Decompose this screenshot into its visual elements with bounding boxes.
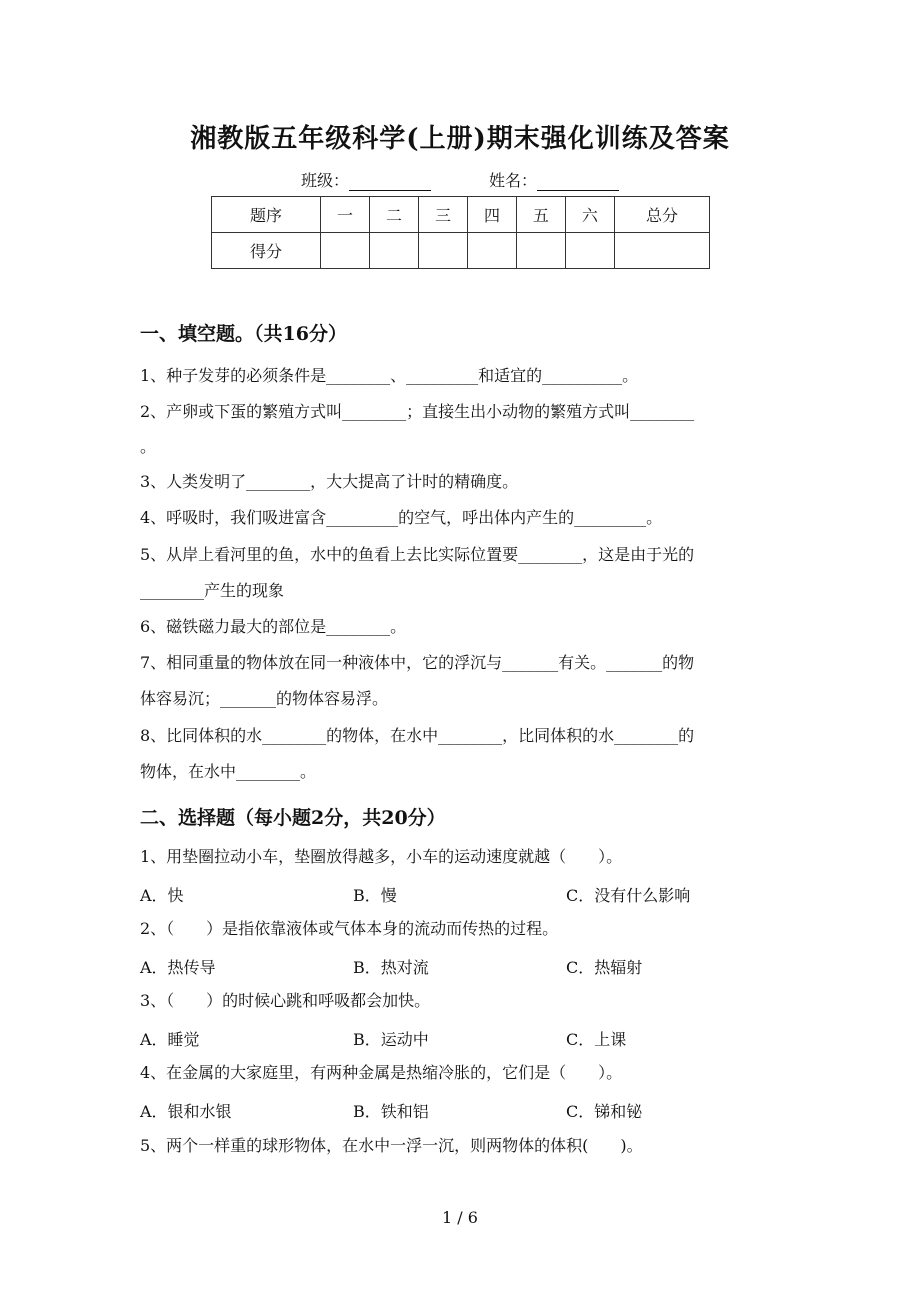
option-c[interactable]: C．没有什么影响 xyxy=(566,886,691,905)
option-b[interactable]: B．热对流 xyxy=(353,958,429,977)
score-input-cell[interactable] xyxy=(516,233,565,269)
question-line: ________产生的现象 xyxy=(140,581,285,600)
page-number: 1 / 6 xyxy=(442,1208,478,1227)
class-blank[interactable] xyxy=(349,172,431,191)
score-row-label: 得分 xyxy=(212,233,321,269)
option-a[interactable]: A．睡觉 xyxy=(140,1030,200,1049)
question-line: 6、磁铁磁力最大的部位是________。 xyxy=(140,617,407,636)
question-line: 体容易沉；_______的物体容易浮。 xyxy=(140,689,389,708)
section-heading-fill-blank: 一、填空题。（共16分） xyxy=(140,323,347,345)
question-line: 7、相同重量的物体放在同一种液体中，它的浮沉与_______有关。_______的物 xyxy=(140,653,695,672)
option-a[interactable]: A．热传导 xyxy=(140,958,216,977)
score-cell: 四 xyxy=(467,197,516,233)
score-input-cell[interactable] xyxy=(418,233,467,269)
question-stem: 1、用垫圈拉动小车，垫圈放得越多，小车的运动速度就越（ ）。 xyxy=(140,847,623,866)
score-cell: 题序 xyxy=(212,197,321,233)
score-cell: 六 xyxy=(565,197,614,233)
question-line: 。 xyxy=(140,437,157,456)
question-line: 1、种子发芽的必须条件是________、_________和适宜的__________。 xyxy=(140,366,639,385)
section-heading-choice: 二、选择题（每小题2分，共20分） xyxy=(140,807,446,829)
score-cell: 三 xyxy=(418,197,467,233)
score-input-cell[interactable] xyxy=(614,233,709,269)
score-input-cell[interactable] xyxy=(565,233,614,269)
option-b[interactable]: B．铁和铝 xyxy=(353,1102,429,1121)
score-cell: 总分 xyxy=(614,197,709,233)
score-input-cell[interactable] xyxy=(321,233,370,269)
score-table-header-row xyxy=(212,197,710,233)
question-line: 2、产卵或下蛋的繁殖方式叫________；直接生出小动物的繁殖方式叫________ xyxy=(140,402,695,421)
question-line: 4、呼吸时，我们吸进富含_________的空气，呼出体内产生的_________。 xyxy=(140,508,663,527)
score-cell: 一 xyxy=(321,197,370,233)
page-title: 湘教版五年级科学(上册)期末强化训练及答案 xyxy=(190,124,730,154)
student-info-row xyxy=(0,168,920,191)
class-label: 班级： xyxy=(300,171,349,190)
option-c[interactable]: C．上课 xyxy=(566,1030,627,1049)
question-stem: 5、两个一样重的球形物体，在水中一浮一沉，则两物体的体积( )。 xyxy=(140,1136,643,1155)
score-cell: 五 xyxy=(516,197,565,233)
score-input-cell[interactable] xyxy=(369,233,418,269)
score-cell: 二 xyxy=(369,197,418,233)
name-label: 姓名： xyxy=(489,171,538,190)
option-c[interactable]: C．锑和铋 xyxy=(566,1102,643,1121)
question-line: 8、比同体积的水________的物体，在水中________，比同体积的水________的 xyxy=(140,726,695,745)
option-b[interactable]: B．慢 xyxy=(353,886,397,905)
option-c[interactable]: C．热辐射 xyxy=(566,958,643,977)
option-b[interactable]: B．运动中 xyxy=(353,1030,429,1049)
question-stem: 4、在金属的大家庭里，有两种金属是热缩冷胀的，它们是（ ）。 xyxy=(140,1063,623,1082)
name-blank[interactable] xyxy=(537,172,619,191)
question-line: 3、人类发明了________，大大提高了计时的精确度。 xyxy=(140,472,519,491)
option-a[interactable]: A．银和水银 xyxy=(140,1102,232,1121)
question-stem: 2、（ ）是指依靠液体或气体本身的流动而传热的过程。 xyxy=(140,919,559,938)
question-line: 5、从岸上看河里的鱼，水中的鱼看上去比实际位置要________，这是由于光的 xyxy=(140,545,695,564)
score-input-cell[interactable] xyxy=(467,233,516,269)
option-a[interactable]: A．快 xyxy=(140,886,184,905)
score-table-score-row xyxy=(212,233,710,269)
question-line: 物体，在水中________。 xyxy=(140,762,317,781)
question-stem: 3、（ ）的时候心跳和呼吸都会加快。 xyxy=(140,991,431,1010)
score-table xyxy=(211,196,710,269)
